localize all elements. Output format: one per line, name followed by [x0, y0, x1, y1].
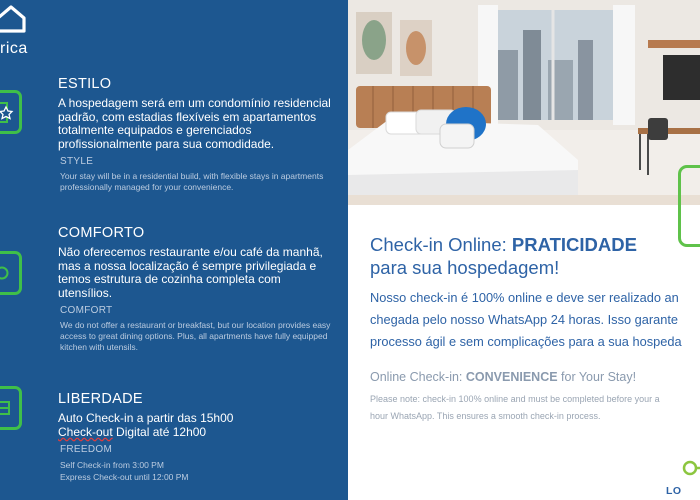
en-title-prefix: Online Check-in:	[370, 370, 466, 384]
section-body: Não oferecemos restaurante e/ou café da manhã, mas a nossa localização é sempre privilegiada e temos estrutura de cozinha completa com utensílios.	[58, 245, 323, 300]
key-icon	[680, 460, 700, 500]
footer-logo-text: LO	[666, 485, 682, 497]
features-panel	[0, 0, 348, 500]
section-en-body	[60, 459, 333, 483]
checkin-title-line2: para sua hospedagem!	[370, 257, 560, 278]
section-en-title: STYLE	[60, 156, 94, 168]
section-estilo	[58, 76, 333, 193]
home-comfort-icon	[0, 251, 22, 295]
bedroom-photo	[348, 0, 700, 205]
checkin-heading	[370, 233, 700, 279]
section-comforto	[58, 225, 333, 353]
section-title: COMFORTO	[58, 225, 145, 241]
checkin-en-heading	[370, 370, 636, 384]
checkin-body-line: chegada pelo nosso WhatsApp 24 horas. Isso garante	[370, 312, 679, 327]
section-liberdade	[58, 391, 333, 483]
section-title: LIBERDADE	[58, 391, 143, 407]
brand-name: rica	[0, 40, 28, 57]
en-body-line: Please note: check-in 100% online and must be completed before your a	[370, 394, 660, 404]
checkin-time-text: Auto Check-in a partir das 15h00	[58, 411, 234, 425]
section-en-title: FREEDOM	[60, 444, 113, 456]
section-body	[58, 412, 333, 439]
checkin-body-line: Nosso check-in é 100% online e deve ser realizado an	[370, 290, 679, 305]
checkout-word: Check-out	[58, 424, 113, 439]
checkin-body-line: processo ágil e sem complicações para a sua hospeda	[370, 334, 682, 349]
section-body: A hospedagem será em um condomínio residencial padrão, com estadias flexíveis em apartamentos totalmente equipados e gerenciados profissionalmente para sua comodidade.	[58, 96, 331, 151]
section-en-title: COMFORT	[60, 305, 113, 317]
en-title-bold: CONVENIENCE	[465, 370, 558, 384]
bed-freedom-icon	[0, 386, 22, 430]
en-title-suffix: for Your Stay!	[557, 370, 637, 384]
checkin-title-bold: PRATICIDADE	[511, 234, 637, 255]
checkin-title-prefix: Check-in Online:	[370, 234, 512, 255]
en-line: Express Check-out until 12:00 PM	[60, 472, 189, 483]
checkin-en-body	[370, 391, 660, 425]
checkin-body	[370, 287, 700, 353]
section-en-body: Your stay will be in a residential build, with flexible stays in apartments professionally managed for your convenience.	[60, 171, 324, 193]
house-outline-icon	[0, 4, 28, 34]
section-en-body: We do not offer a restaurant or breakfast, but our location provides easy access to great dining options. Plus, all apartments have fully equipped kitchen with utensils.	[60, 320, 331, 353]
en-body-line: hour WhatsApp. This ensures a smooth check-in process.	[370, 411, 601, 421]
en-line: Self Check-in from 3:00 PM	[60, 460, 164, 471]
checkout-time-text: Digital até 12h00	[112, 424, 207, 439]
section-title: ESTILO	[58, 76, 112, 92]
building-stars-icon	[0, 90, 22, 134]
content-panel	[348, 0, 700, 500]
